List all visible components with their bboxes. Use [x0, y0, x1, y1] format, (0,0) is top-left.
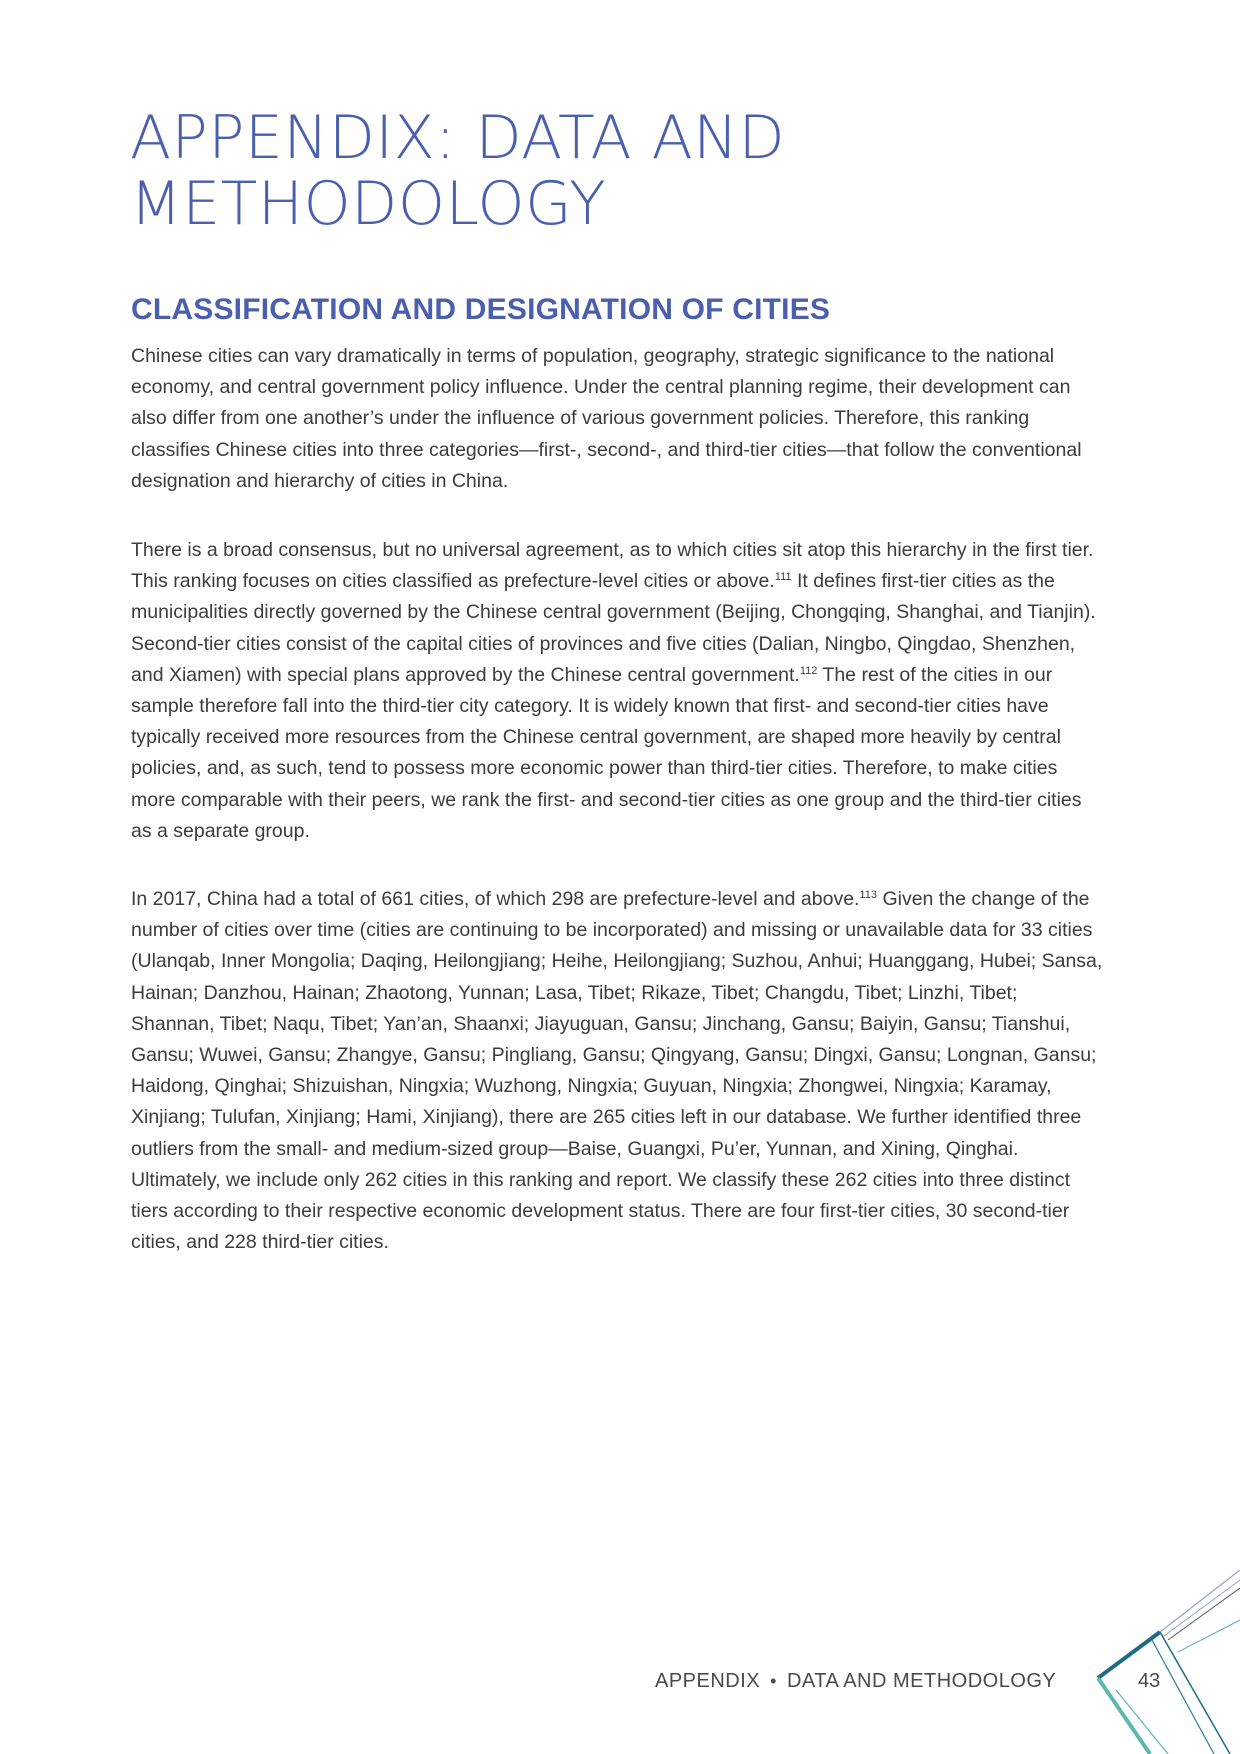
page-number: 43 [1138, 1670, 1161, 1692]
footer-section-label: APPENDIX [655, 1670, 761, 1692]
running-footer [655, 1666, 1056, 1696]
paragraph-3-part-b: Given the change of the number of cities over time (cities are continuing to be incorporated) and missing or unavailable data for 33 cities (Ulanqab, Inner Mongolia; Daqing, Heilongjiang; Heihe, Heilongjiang; Suzhou, Anhui; Huanggang, Hubei; Sansa, Hainan; Danzhou, Hainan; Zhaotong, Yunnan; Lasa, Tibet; Rikaze, Tibet; Changdu, Tibet; Linzhi, Tibet; Shannan, Tibet; Naqu, Tibet; Yan’an, Shaanxi; Jiayuguan, Gansu; Jinchang, Gansu; Baiyin, Gansu; Tianshui, Gansu; Wuwei, Gansu; Zhangye, Gansu; Pingliang, Gansu; Qingyang, Gansu; Dingxi, Gansu; Longnan, Gansu; Haidong, Qinghai; Shizuishan, Ningxia; Wuzhong, Ningxia; Guyuan, Ningxia; Zhongwei, Ningxia; Karamay, Xinjiang; Tulufan, Xinjiang; Hami, Xinjiang), there are 265 cities left in our database. We further identified three outliers from the small- and medium-sized group—Baise, Guangxi, Pu’er, Yunnan, and Xining, Qinghai. Ultimately, we include only 262 cities in this ranking and report. We classify these 262 cities into three distinct tiers according to their respective economic development status. There are four first-tier cities, 30 second-tier cities, and 228 third-tier cities. [131, 888, 1103, 1254]
footnote-ref-113[interactable]: 113 [859, 889, 878, 901]
paragraph-3-part-a: In 2017, China had a total of 661 cities, of which 298 are prefecture-level and above. [131, 888, 860, 910]
section-heading: CLASSIFICATION AND DESIGNATION OF CITIES [131, 293, 831, 326]
paragraph-2-part-b: It defines first-tier cities as the municipalities directly governed by the Chinese central government (Beijing, Chongqing, Shanghai, and Tianjin). Second-tier cities consist of the capital cities of provinces and five cities (Dalian, Ningbo, Qingdao, Shenzhen, and Xiamen) with special plans approved by the Chinese central government. [131, 570, 1096, 686]
corner-line-light-1 [1160, 1570, 1240, 1632]
corner-line-grey [1168, 1588, 1240, 1640]
corner-line-dark-top [1098, 1632, 1160, 1678]
page-title-line-2: METHODOLOGY [130, 169, 607, 239]
footnote-ref-111[interactable]: 111 [774, 571, 792, 584]
paragraph-2-part-a: There is a broad consensus, but no universal agreement, as to which cities sit atop this hierarchy in the first tier. This ranking focuses on cities classified as prefecture-level cities or above. [131, 539, 1094, 593]
footer-chapter-label: DATA AND METHODOLOGY [786, 1670, 1057, 1692]
corner-line-teal-left [1098, 1678, 1150, 1754]
corner-lines-decoration-icon [1080, 1560, 1240, 1754]
paragraph-1: Chinese cities can vary dramatically in terms of population, geography, strategic significance to the national economy, and central government policy influence. Under the central planning regime, their development can also differ from one another’s under the influence of various government policies. Therefore, this ranking classifies Chinese cities into three categories—first-, second-, and third-tier cities—that follow the conventional designation and hierarchy of cities in China. [131, 345, 1082, 492]
corner-line-dark-down [1160, 1632, 1230, 1754]
paragraph-2 [131, 535, 1106, 847]
corner-line-mid-down [1152, 1640, 1214, 1754]
page-title [130, 105, 1030, 237]
corner-line-light-2 [1164, 1580, 1240, 1636]
paragraph-3 [131, 884, 1106, 1258]
page-title-line-1: APPENDIX: DATA AND [130, 103, 786, 173]
corner-line-teal-right [1178, 1620, 1240, 1652]
paragraph-2-part-c: The rest of the cities in our sample therefore fall into the third-tier city category. It is widely known that first- and second-tier cities have typically received more resources from the Chinese central government, are shaped more heavily by central policies, and, as such, tend to possess more economic power than third-tier cities. Therefore, to make cities more comparable with their peers, we rank the first- and second-tier cities as one group and the third-tier cities as a separate group. [131, 663, 1082, 842]
footnote-ref-112[interactable]: 112 [799, 664, 818, 677]
footer-separator: • [770, 1671, 777, 1691]
